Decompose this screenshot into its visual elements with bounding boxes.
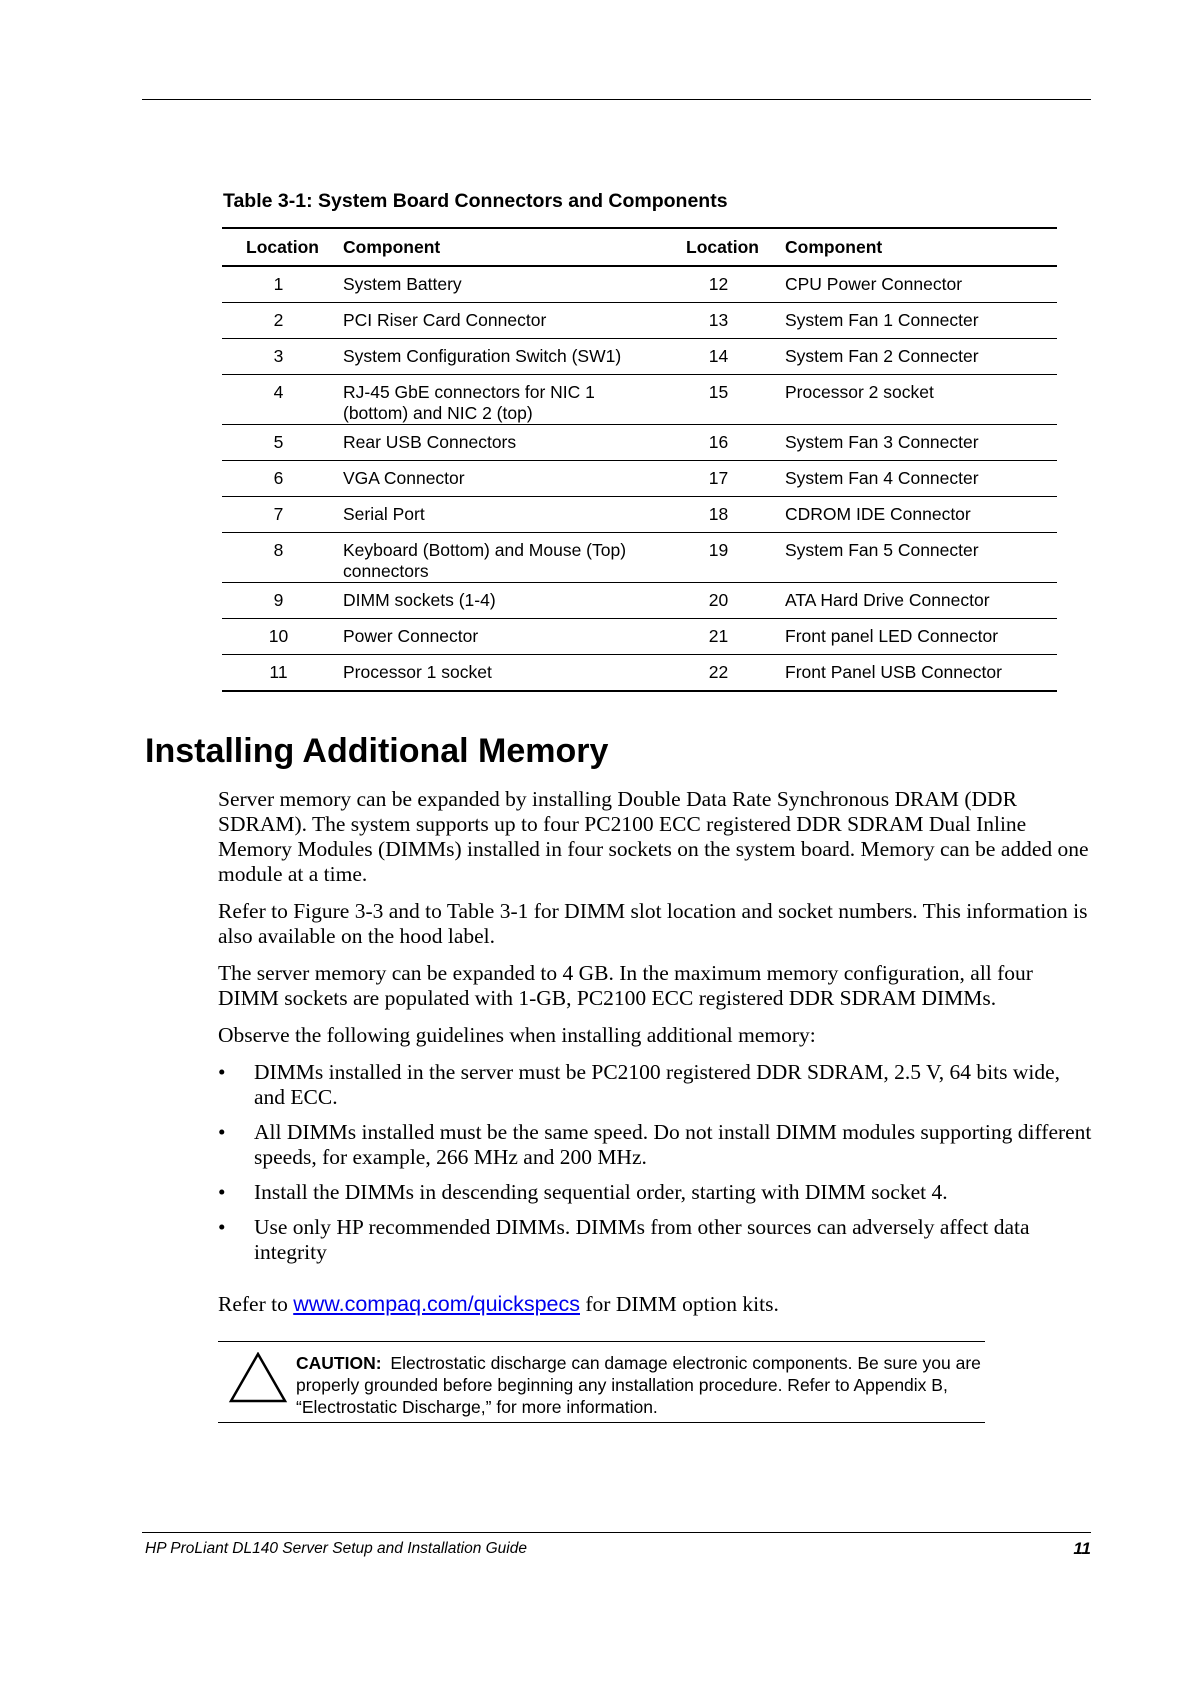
table-caption: Table 3-1: System Board Connectors and Components	[223, 190, 728, 212]
cell-location: 8	[273, 540, 284, 560]
bullet-icon: •	[218, 1215, 226, 1239]
table-row	[222, 266, 1057, 303]
cell-location: 7	[273, 504, 284, 524]
list-item	[218, 1180, 1093, 1205]
cell-location: 2	[273, 310, 284, 330]
guidelines-list	[218, 1060, 1093, 1265]
column-header-location: Location	[686, 236, 759, 257]
refer-prefix: Refer to	[218, 1292, 294, 1316]
table-row	[222, 655, 1057, 692]
cell-location: 10	[268, 626, 289, 646]
list-item-text: All DIMMs installed must be the same speed. Do not install DIMM modules supporting different speeds, for example, 266 MHz and 200 MHz.	[254, 1120, 1092, 1169]
cell-location: 22	[708, 662, 729, 682]
cell-component: Keyboard (Bottom) and Mouse (Top) connectors	[343, 540, 627, 581]
table-row	[222, 425, 1057, 461]
footer-rule	[142, 1532, 1091, 1533]
caution-label: CAUTION:	[296, 1353, 382, 1373]
table-row	[222, 619, 1057, 655]
cell-location: 11	[269, 662, 288, 682]
column-header-location: Location	[246, 236, 319, 257]
cell-location: 6	[273, 468, 284, 488]
paragraph: Refer to Figure 3-3 and to Table 3-1 for DIMM slot location and socket numbers. This information is also available on the hood label.	[218, 899, 1088, 948]
cell-location: 3	[273, 346, 284, 366]
cell-component: Processor 1 socket	[343, 662, 492, 682]
list-item-text: Install the DIMMs in descending sequential order, starting with DIMM socket 4.	[254, 1180, 948, 1204]
cell-location: 1	[273, 274, 284, 294]
cell-component: DIMM sockets (1-4)	[343, 590, 496, 610]
paragraph: The server memory can be expanded to 4 GB. In the maximum memory configuration, all four DIMM sockets are populated with 1-GB, PC2100 ECC registered DDR SDRAM DIMMs.	[218, 961, 1033, 1010]
header-rule	[142, 99, 1091, 100]
table-row	[222, 461, 1057, 497]
list-item	[218, 1120, 1093, 1170]
cell-component: RJ-45 GbE connectors for NIC 1 (bottom) and NIC 2 (top)	[343, 382, 595, 423]
cell-component: System Fan 3 Connecter	[785, 432, 979, 452]
components-table	[222, 227, 1057, 692]
table-row	[222, 339, 1057, 375]
cell-component: System Configuration Switch (SW1)	[343, 346, 622, 366]
cell-component: System Fan 1 Connecter	[785, 310, 979, 330]
cell-component: CPU Power Connector	[785, 274, 963, 294]
quickspecs-link[interactable]: www.compaq.com/quickspecs	[293, 1292, 580, 1316]
table-row	[222, 497, 1057, 533]
cell-component: System Fan 2 Connecter	[785, 346, 979, 366]
cell-component: VGA Connector	[343, 468, 465, 488]
cell-component: System Fan 5 Connecter	[785, 540, 979, 560]
page-number: 11	[1073, 1539, 1091, 1558]
cell-component: Rear USB Connectors	[343, 432, 517, 452]
cell-component: CDROM IDE Connector	[785, 504, 971, 524]
column-header-component: Component	[785, 236, 883, 257]
cell-location: 4	[273, 382, 284, 402]
refer-paragraph	[218, 1292, 1093, 1317]
cell-component: ATA Hard Drive Connector	[785, 590, 990, 610]
cell-location: 16	[708, 432, 729, 452]
table-row	[222, 533, 1057, 583]
bullet-icon: •	[218, 1180, 226, 1204]
warning-triangle-icon	[228, 1352, 288, 1404]
list-item-text: DIMMs installed in the server must be PC2100 registered DDR SDRAM, 2.5 V, 64 bits wide, and ECC.	[254, 1060, 1061, 1109]
caution-message: Electrostatic discharge can damage electronic components. Be sure you are properly grounded before beginning any installation procedure. Refer to Appendix B, “Electrostatic Discharge,” for more information.	[296, 1353, 981, 1417]
table-body	[222, 266, 1057, 691]
cell-component: Front panel LED Connector	[785, 626, 999, 646]
cell-location: 9	[273, 590, 284, 610]
caution-box	[218, 1341, 985, 1423]
section-heading: Installing Additional Memory	[145, 732, 609, 770]
footer-title: HP ProLiant DL140 Server Setup and Installation Guide	[145, 1540, 527, 1557]
cell-location: 5	[273, 432, 284, 452]
table-row	[222, 583, 1057, 619]
column-header-component: Component	[343, 236, 441, 257]
refer-suffix: for DIMM option kits.	[580, 1292, 779, 1316]
cell-location: 13	[708, 310, 729, 330]
cell-location: 19	[708, 540, 729, 560]
cell-location: 20	[708, 590, 729, 610]
paragraph: Server memory can be expanded by installing Double Data Rate Synchronous DRAM (DDR SDRAM). The system supports up to four PC2100 ECC registered DDR SDRAM Dual Inline Memory Modules (DIMMs) installed in four sockets on the system board. Memory can be added one module at a time.	[218, 787, 1089, 886]
list-item-text: Use only HP recommended DIMMs. DIMMs from other sources can adversely affect data integrity	[254, 1215, 1030, 1264]
table-row	[222, 303, 1057, 339]
cell-component: Front Panel USB Connector	[785, 662, 1002, 682]
bullet-icon: •	[218, 1120, 226, 1144]
cell-location: 14	[708, 346, 729, 366]
caution-text	[296, 1352, 981, 1418]
cell-location: 18	[708, 504, 729, 524]
cell-component: PCI Riser Card Connector	[343, 310, 547, 330]
cell-location: 12	[708, 274, 729, 294]
paragraph: Observe the following guidelines when installing additional memory:	[218, 1023, 816, 1047]
list-item	[218, 1215, 1093, 1265]
table-header-row	[222, 228, 1057, 266]
cell-component: Power Connector	[343, 626, 479, 646]
cell-component: Serial Port	[343, 504, 425, 524]
table-row	[222, 375, 1057, 425]
cell-component: Processor 2 socket	[785, 382, 934, 402]
cell-location: 15	[708, 382, 729, 402]
bullet-icon: •	[218, 1060, 226, 1084]
cell-location: 17	[708, 468, 729, 488]
list-item	[218, 1060, 1093, 1110]
cell-component: System Battery	[343, 274, 462, 294]
section-body	[218, 787, 1093, 1329]
cell-component: System Fan 4 Connecter	[785, 468, 979, 488]
cell-location: 21	[708, 626, 729, 646]
